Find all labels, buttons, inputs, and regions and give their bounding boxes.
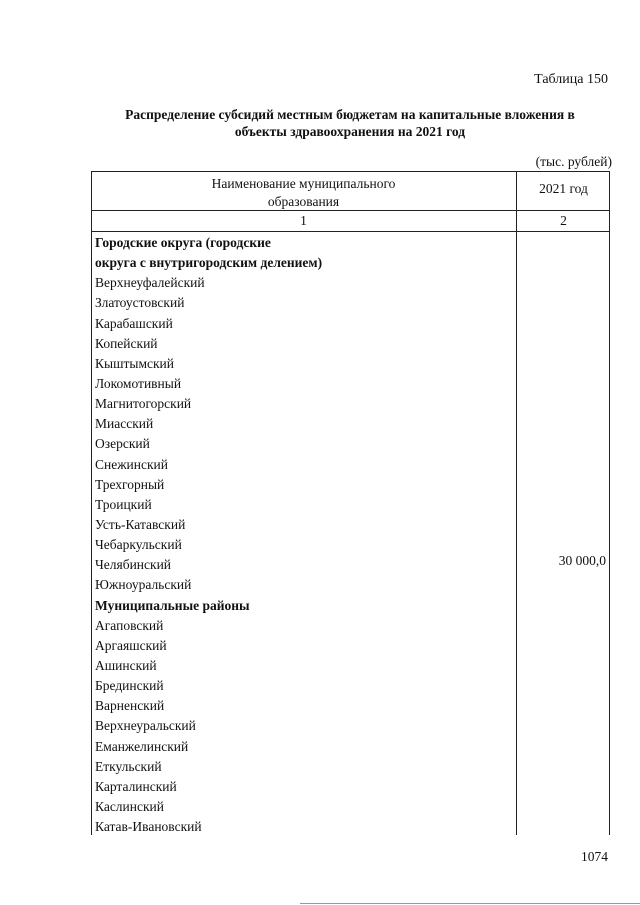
municipality-row: Локомотивный — [95, 375, 182, 391]
municipality-row: Кыштымский — [95, 355, 174, 371]
header-year: 2021 год — [539, 181, 588, 196]
municipality-row: Карабашский — [95, 315, 173, 331]
municipality-row: Агаповский — [95, 617, 164, 633]
section-heading-row: округа с внутригородским делением) — [95, 255, 323, 271]
table-left-border — [91, 171, 92, 835]
bottom-rule — [300, 903, 640, 904]
municipality-row: Трехгорный — [95, 476, 165, 492]
municipality-row: Брединский — [95, 678, 164, 694]
municipality-row: Усть-Катавский — [95, 516, 186, 532]
municipality-row: Златоустовский — [95, 295, 185, 311]
column-number-1: 1 — [300, 213, 307, 228]
municipality-row: Варненский — [95, 698, 165, 714]
municipality-row: Челябинский — [95, 557, 172, 573]
municipality-row: Озерский — [95, 436, 150, 452]
municipality-row: Снежинский — [95, 456, 168, 472]
municipality-row: Ашинский — [95, 657, 157, 673]
municipality-row: Еманжелинский — [95, 738, 189, 754]
municipality-row: Еткульский — [95, 758, 162, 774]
municipality-list — [95, 233, 515, 837]
title-line-1: Распределение субсидий местным бюджетам на капитальные вложения в — [125, 107, 575, 122]
municipality-row: Каслинский — [95, 798, 164, 814]
municipality-row: Миасский — [95, 416, 154, 432]
municipality-row: Карталинский — [95, 778, 177, 794]
title-line-2: объекты здравоохранения на 2021 год — [234, 124, 466, 139]
municipality-row: Троицкий — [95, 496, 152, 512]
section-heading-row: Муниципальные районы — [95, 597, 250, 613]
municipality-row: Катав-Ивановский — [95, 819, 202, 835]
municipality-row: Магнитогорский — [95, 396, 192, 412]
column-number-separator — [91, 231, 610, 232]
column-number-2: 2 — [560, 213, 567, 228]
table-number-label: Таблица 150 — [534, 72, 608, 87]
municipality-row: Южноуральский — [95, 577, 192, 593]
page-number: 1074 — [581, 849, 608, 864]
municipality-row: Верхнеуфалейский — [95, 275, 205, 291]
header-municipality — [91, 175, 516, 211]
chelyabinsk-amount: 30 000,0 — [558, 553, 606, 568]
table-top-border — [91, 171, 610, 172]
column-divider — [516, 171, 517, 835]
document-title — [90, 106, 610, 140]
municipality-row: Копейский — [95, 335, 158, 351]
header-municipality-line-1: Наименование муниципального — [211, 176, 396, 191]
municipality-row: Чебаркульский — [95, 537, 182, 553]
table-right-border — [609, 171, 610, 835]
section-heading-row: Городские округа (городские — [95, 235, 271, 250]
units-label: (тыс. рублей) — [535, 154, 612, 169]
municipality-row: Верхнеуральский — [95, 718, 196, 734]
municipality-row: Аргаяшский — [95, 637, 167, 653]
header-municipality-line-2: образования — [267, 194, 340, 209]
